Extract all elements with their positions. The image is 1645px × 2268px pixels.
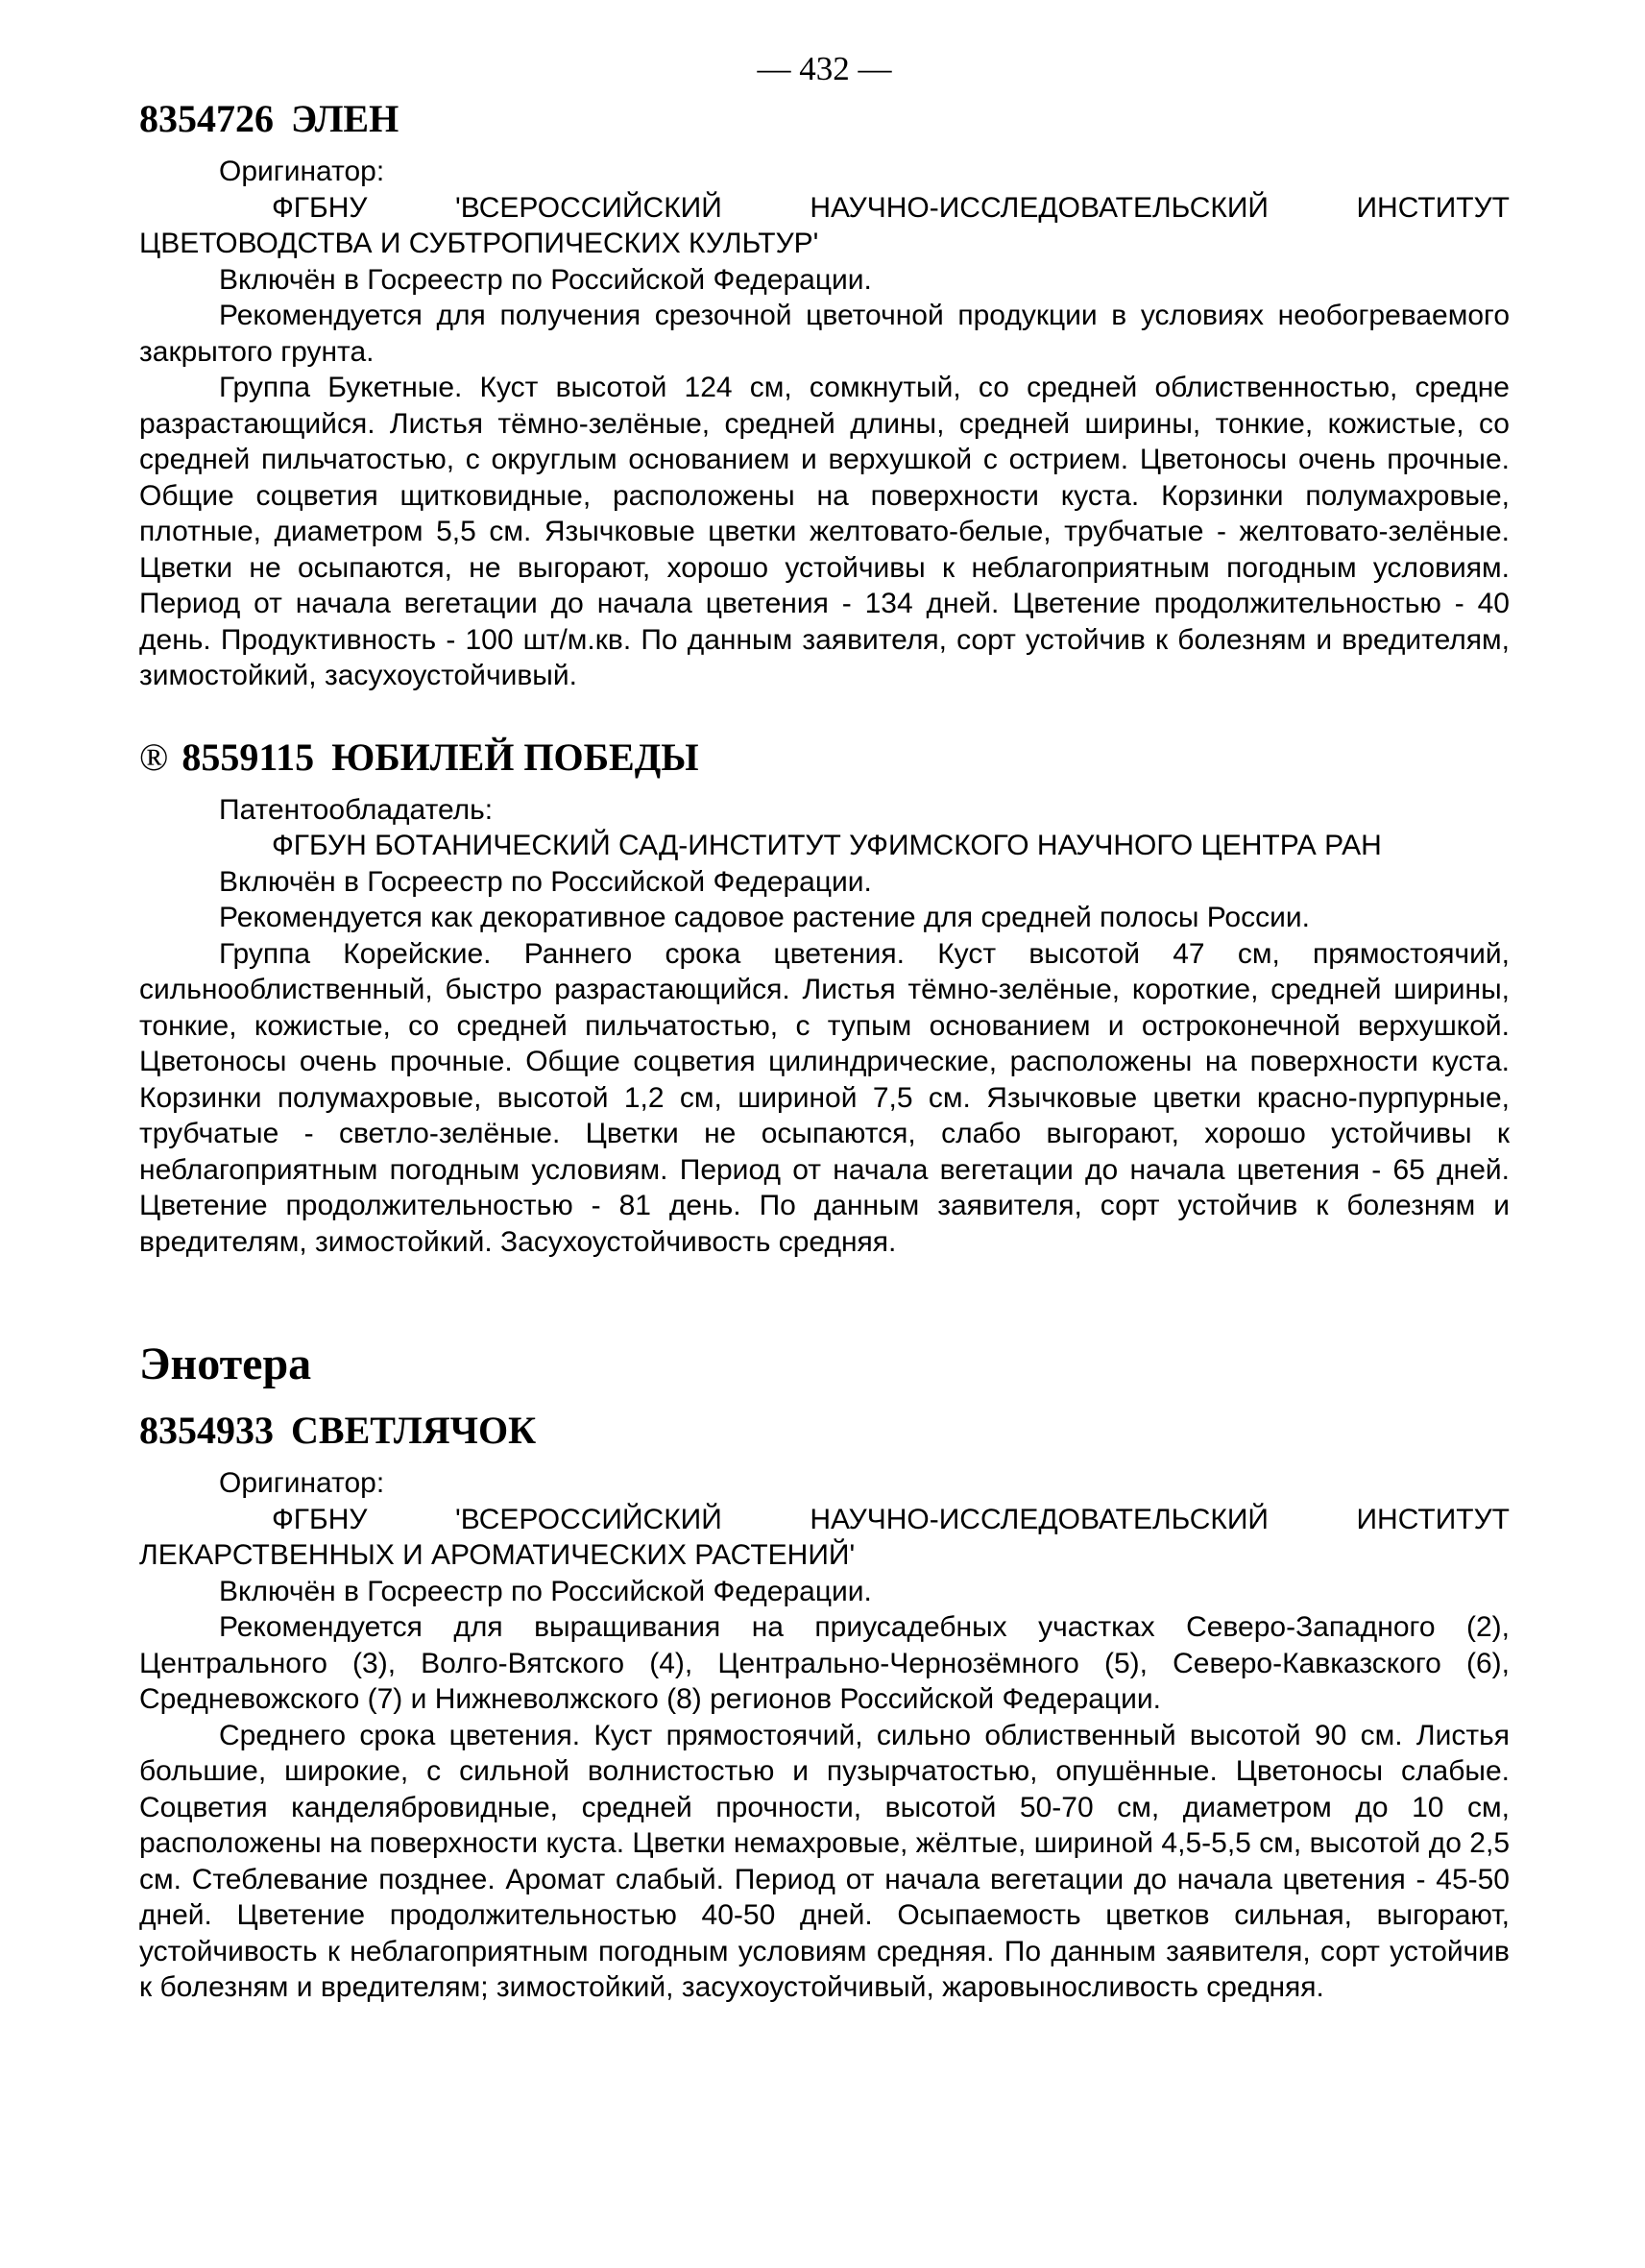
description: Среднего срока цветения. Куст прямостоячий, сильно облиственный высотой 90 см. Листья большие, широкие, с сильной волнистостью и пузырчатостью, опушённые. Цветоносы слабые. Соцветия канделябровидные, средней прочности, высотой 50-70 см, диаметром до 10 см, расположены на поверхности куста. Цветки немахровые, жёлтые, шириной 4,5-5,5 см, высотой до 2,5 см. Стеблевание позднее. Аромат слабый. Период от начала вегетации до начала цветения - 45-50 дней. Цветение продолжительностью 40-50 дней. Осыпаемость цветков сильная, выгорают, устойчивость к неблагоприятным погодным условиям средняя. По данным заявителя, сорт устойчив к болезням и вредителям; зимостойкий, засухоустойчивый, жаровыносливость средняя.	[139, 1719, 1510, 2003]
registry-note: Включён в Госреестр по Российской Федерации.	[219, 1575, 872, 1607]
recommendation: Рекомендуется как декоративное садовое растение для средней полосы России.	[219, 902, 1310, 933]
document-page	[139, 48, 1510, 2006]
description: Группа Букетные. Куст высотой 124 см, сомкнутый, со средней облиственностью, средне разрастающийся. Листья тёмно-зелёные, средней длины, средней ширины, тонкие, кожистые, со средней пильчатостью, с округлым основанием и верхушкой с острием. Цветоносы очень прочные. Общие соцветия щитковидные, расположены на поверхности куста. Корзинки полумахровые, плотные, диаметром 5,5 см. Язычковые цветки желтовато-белые, трубчатые - желтовато-зелёные. Цветки не осыпаются, не выгорают, хорошо устойчивы к неблагоприятным погодным условиям. Период от начала вегетации до начала цветения - 134 дней. Цветение продолжительностью - 40 день. Продуктивность - 100 шт/м.кв. По данным заявителя, сорт устойчив к болезням и вредителям, зимостойкий, засухоустойчивый.	[139, 372, 1510, 691]
registry-note: Включён в Госреестр по Российской Федерации.	[219, 263, 872, 296]
variety-code: 8354933	[139, 1409, 274, 1452]
variety-name: ЮБИЛЕЙ ПОБЕДЫ	[331, 735, 699, 779]
variety-code: 8559115	[181, 735, 315, 779]
variety-entry-yubiley-pobedy	[139, 735, 1510, 1261]
description: Группа Корейские. Раннего срока цветения. Куст высотой 47 см, прямостоячий, сильнооблиственный, быстро разрастающийся. Листья тёмно-зелёные, короткие, средней ширины, тонкие, кожистые, со средней пильчатостью, с тупым основанием и остроконечной верхушкой. Цветоносы очень прочные. Общие соцветия цилиндрические, расположены на поверхности куста. Корзинки полумахровые, высотой 1,2 см, шириной 7,5 см. Язычковые цветки красно-пурпурные, трубчатые - светло-зелёные. Цветки не осыпаются, слабо выгорают, хорошо устойчивы к неблагоприятным погодным условиям. Период от начала вегетации до начала цветения - 65 дней. Цветение продолжительностью - 81 день. По данным заявителя, сорт устойчив к болезням и вредителям, зимостойкий. Засухоустойчивость средняя.	[139, 937, 1510, 1258]
variety-name: ЭЛЕН	[291, 97, 399, 140]
page-number: — 432 —	[757, 50, 892, 87]
role-label: Патентообладатель:	[219, 793, 494, 826]
section-spacer	[139, 1300, 1510, 1337]
entry-title	[139, 1408, 1510, 1454]
recommendation: Рекомендуется для получения срезочной цветочной продукции в условиях необогреваемого закрытого грунта.	[139, 300, 1510, 368]
section-title: Энотера	[139, 1339, 312, 1389]
organization: ФГБУН БОТАНИЧЕСКИЙ САД-ИНСТИТУТ УФИМСКОГО НАУЧНОГО ЦЕНТРА РАН	[272, 830, 1382, 861]
role-label: Оригинатор:	[219, 1467, 385, 1499]
variety-code: 8354726	[139, 97, 274, 140]
role-label: Оригинатор:	[219, 156, 385, 187]
registry-note: Включён в Госреестр по Российской Федерации.	[219, 865, 872, 898]
variety-entry-svetlyachok	[139, 1408, 1510, 2006]
organization: ФГБНУ 'ВСЕРОССИЙСКИЙ НАУЧНО-ИССЛЕДОВАТЕЛЬСКИЙ ИНСТИТУТ ЛЕКАРСТВЕННЫХ И АРОМАТИЧЕСКИХ РАСТЕНИЙ'	[139, 1503, 1510, 1571]
registered-mark: ®	[139, 735, 169, 779]
recommendation: Рекомендуется для выращивания на приусадебных участках Северо-Западного (2), Центрального (3), Волго-Вятского (4), Центрально-Чернозёмного (5), Северо-Кавказского (6), Средневожского (7) и Нижневолжского (8) регионов Российской Федерации.	[139, 1611, 1510, 1715]
organization: ФГБНУ 'ВСЕРОССИЙСКИЙ НАУЧНО-ИССЛЕДОВАТЕЛЬСКИЙ ИНСТИТУТ ЦВЕТОВОДСТВА И СУБТРОПИЧЕСКИХ КУЛЬТУР'	[139, 191, 1510, 259]
variety-name: СВЕТЛЯЧОК	[291, 1409, 537, 1452]
variety-entry-elen	[139, 96, 1510, 694]
entry-title	[139, 735, 1510, 781]
entry-title	[139, 96, 1510, 142]
